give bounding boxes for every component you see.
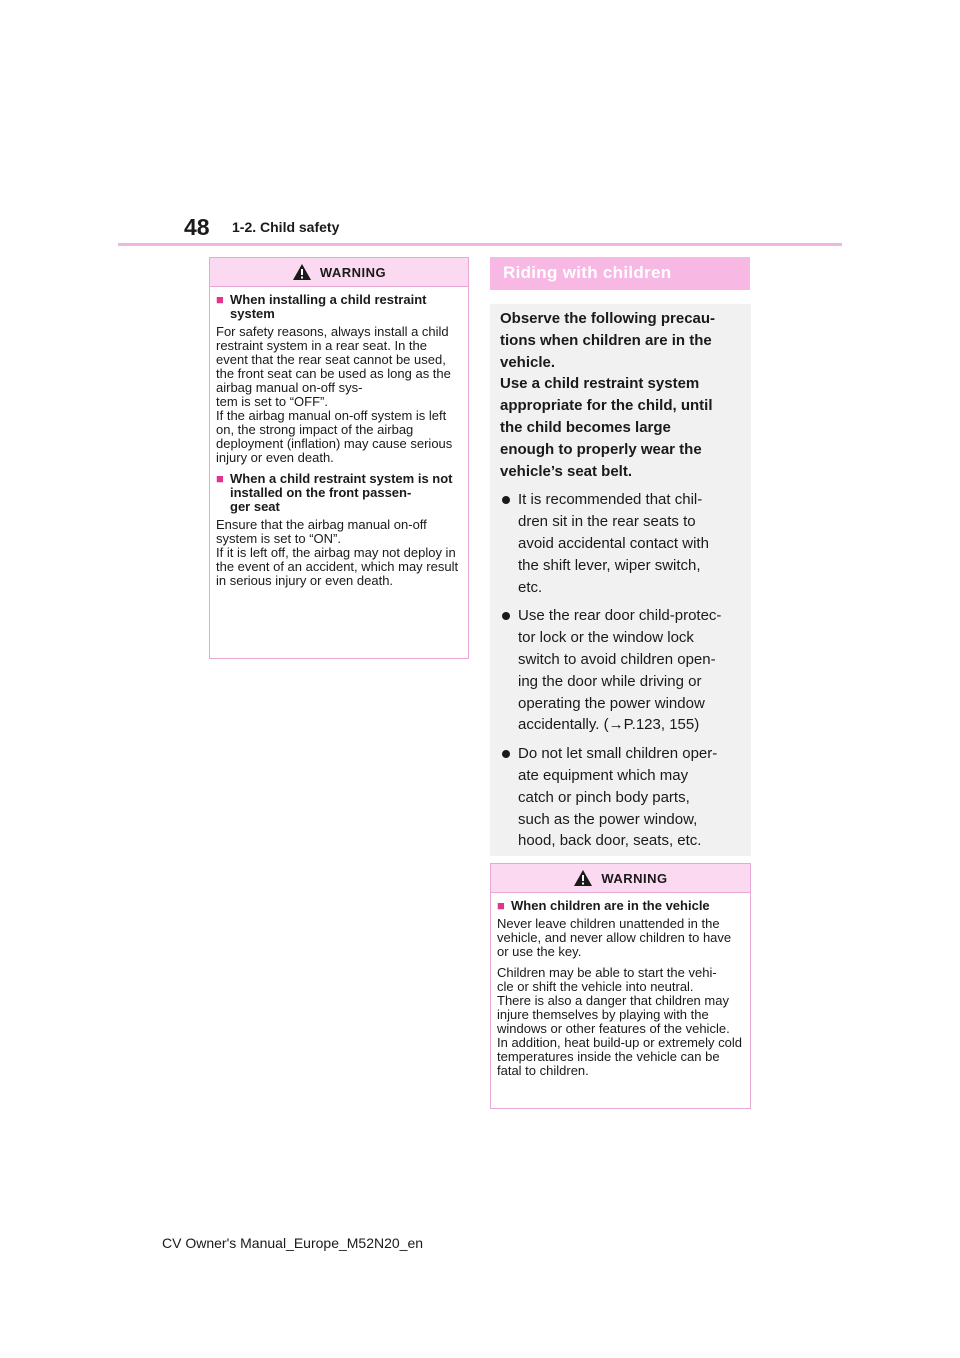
riding-content: [490, 304, 751, 856]
warning-box-left: [209, 257, 469, 659]
bullet-dot-icon: [500, 605, 518, 736]
warning-paragraph: For safety reasons, always install a child restraint system in a rear seat. In the event that the rear seat cannot be used, the front seat can be used as long as the airbag manual on-off sys- tem is set to “OFF”. If the airbag manual on-off system is left on, the strong impact of the airbag deployment (inflation) may cause serious injury or even death.: [216, 324, 453, 465]
warning-body: [491, 893, 750, 1093]
bullet-dot-icon: [500, 743, 518, 852]
riding-intro: Observe the following precau- tions when children are in the vehicle. Use a child restraint system appropriate for the child, until the child becomes large enough to properly wear the vehicle’s seat belt.: [500, 310, 716, 480]
bullet-dot-icon: [500, 489, 518, 598]
footer-text: CV Owner's Manual_Europe_M52N20_en: [162, 1235, 424, 1251]
warning-subheading-text: When a child restraint system is not installed on the front passen- ger seat: [230, 471, 453, 514]
warning-subheading: [216, 293, 461, 321]
list-item: [500, 743, 741, 852]
list-item-text: Use the rear door child-protec- tor lock or the window lock switch to avoid children open- ing the door while driving or operating the power window accidentally. (→P.123, 155): [518, 607, 722, 734]
warning-paragraph: Ensure that the airbag manual on-off system is set to “ON”. If it is left off, the airbag may not deploy in the event of an accident, which may result in serious injury or even death.: [216, 517, 459, 588]
riding-banner: Riding with children: [490, 257, 750, 290]
square-bullet-icon: ■: [497, 898, 505, 913]
warning-box-right: [490, 863, 751, 1109]
warning-body: [210, 287, 468, 603]
list-item: [500, 489, 741, 598]
list-item-text: It is recommended that chil- dren sit in the rear seats to avoid accidental contact with the shift lever, wiper switch, etc.: [518, 491, 709, 596]
list-item-text: Do not let small children oper- ate equipment which may catch or pinch body parts, such as the power window, hood, back door, seats, etc.: [518, 745, 718, 850]
header-rule: [118, 243, 842, 246]
warning-subheading: [497, 899, 743, 913]
square-bullet-icon: ■: [216, 471, 224, 486]
page-number: 48: [184, 214, 210, 240]
warning-subheading-text: When installing a child restraint system: [230, 292, 427, 321]
warning-triangle-icon: [292, 263, 312, 281]
warning-paragraph: Never leave children unattended in the vehicle, and never allow children to have or use the key.: [497, 916, 732, 959]
warning-header: [210, 258, 468, 287]
warning-triangle-icon: [573, 869, 593, 887]
square-bullet-icon: ■: [216, 292, 224, 307]
warning-subheading-text: When children are in the vehicle: [511, 898, 710, 913]
section-title: 1-2. Child safety: [232, 219, 340, 235]
list-item: [500, 605, 741, 736]
warning-header: [491, 864, 750, 893]
warning-paragraph: Children may be able to start the vehi- cle or shift the vehicle into neutral. There is also a danger that children may injure themselves by playing with the windows or other features of the vehicle. In addition, heat build-up or extremely cold temperatures inside the vehicle can be fatal to children.: [497, 965, 742, 1078]
warning-title: WARNING: [601, 870, 668, 886]
warning-title: WARNING: [319, 264, 387, 280]
warning-subheading: [216, 472, 461, 514]
